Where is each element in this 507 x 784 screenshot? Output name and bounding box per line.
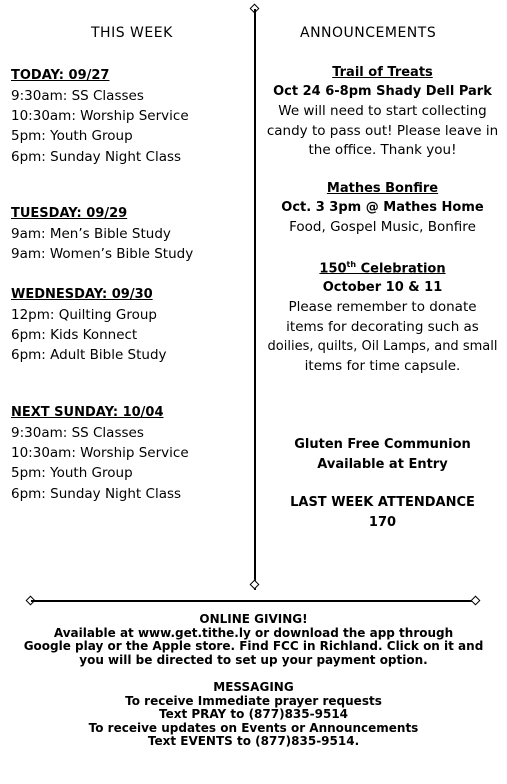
communion-note (258, 435, 507, 475)
announcement-title: Trail of Treats (332, 65, 433, 80)
announcement-date: Oct. 3 3pm @ Mathes Home (281, 200, 484, 215)
announcement-text: items for time capsule. (304, 357, 461, 374)
title-ordinal: th (346, 260, 357, 269)
announcement-title (258, 255, 507, 278)
announcement-text: candy to pass out! Please leave in (266, 122, 499, 139)
day-title: TODAY: 09/27 (11, 68, 110, 83)
day-tuesday (11, 204, 193, 264)
announcement-text: Food, Gospel Music, Bonfire (289, 219, 476, 235)
schedule-item: 9:30am: SS Classes (11, 88, 144, 104)
this-week-heading: THIS WEEK (91, 25, 173, 41)
schedule-item: 10:30am: Worship Service (11, 445, 189, 462)
announcement-date: October 10 & 11 (322, 280, 443, 296)
announcement-title: Mathes Bonfire (326, 181, 439, 196)
messaging-line: Text EVENTS to (877)835-9514. (147, 734, 360, 749)
giving-line: you will be directed to set up your payment option. (79, 652, 428, 667)
schedule-item: 5pm: Youth Group (11, 465, 133, 482)
announcement-text: the office. Thank you! (308, 142, 457, 158)
announcement-date: Oct 24 6-8pm Shady Dell Park (273, 84, 492, 99)
schedule-item: 6pm: Sunday Night Class (11, 148, 182, 165)
schedule-item: 9:30am: SS Classes (11, 425, 144, 441)
communion-line: Gluten Free Communion (294, 437, 471, 452)
schedule-item: 9am: Women’s Bible Study (11, 246, 194, 263)
day-wednesday (11, 285, 167, 366)
messaging-title: MESSAGING (213, 679, 294, 694)
day-today (11, 66, 189, 167)
schedule-item: 6pm: Sunday Night Class (11, 485, 182, 502)
giving-line: Google play or the Apple store. Find FCC in Richland. Click on it and (23, 639, 484, 654)
day-next-sunday (11, 403, 189, 504)
announcement-text: items for decorating such as (286, 318, 479, 335)
vertical-divider (254, 9, 256, 590)
giving-line: Available at www.get.tithe.ly or download the app through (53, 625, 454, 640)
schedule-item: 10:30am: Worship Service (11, 108, 189, 125)
announcements-heading: ANNOUNCEMENTS (300, 25, 437, 41)
schedule-item: 5pm: Youth Group (11, 128, 133, 145)
title-number: 150 (319, 261, 347, 277)
schedule-item: 12pm: Quilting Group (11, 307, 157, 323)
footer (0, 613, 507, 749)
messaging-line: To receive updates on Events or Announcements (88, 720, 419, 735)
trail-of-treats (258, 63, 507, 161)
horizontal-divider (31, 600, 475, 602)
attendance (258, 493, 507, 533)
attendance-value: 170 (368, 515, 397, 530)
messaging-line: To receive Immediate prayer requests (125, 693, 382, 708)
mathes-bonfire (258, 179, 507, 238)
schedule-item: 6pm: Kids Konnect (11, 327, 138, 344)
communion-line: Available at Entry (317, 457, 448, 472)
announcement-text: Please remember to donate (288, 299, 477, 316)
day-title: NEXT SUNDAY: 10/04 (11, 405, 164, 420)
day-title: TUESDAY: 09/29 (11, 206, 128, 221)
day-title: WEDNESDAY: 09/30 (11, 287, 153, 302)
announcement-text: We will need to start collecting (278, 103, 487, 119)
schedule-item: 6pm: Adult Bible Study (11, 347, 167, 364)
messaging-line: Text PRAY to (877)835-9514 (158, 707, 349, 722)
schedule-item: 9am: Men’s Bible Study (11, 226, 171, 242)
announcements-column (258, 0, 507, 600)
celebration-150th (258, 255, 507, 376)
this-week-column (0, 0, 252, 600)
announcement-text: doilies, quilts, Oil Lamps, and small (267, 339, 498, 355)
giving-title: ONLINE GIVING! (199, 612, 308, 626)
attendance-label: LAST WEEK ATTENDANCE (290, 495, 475, 510)
title-rest: Celebration (356, 261, 446, 277)
